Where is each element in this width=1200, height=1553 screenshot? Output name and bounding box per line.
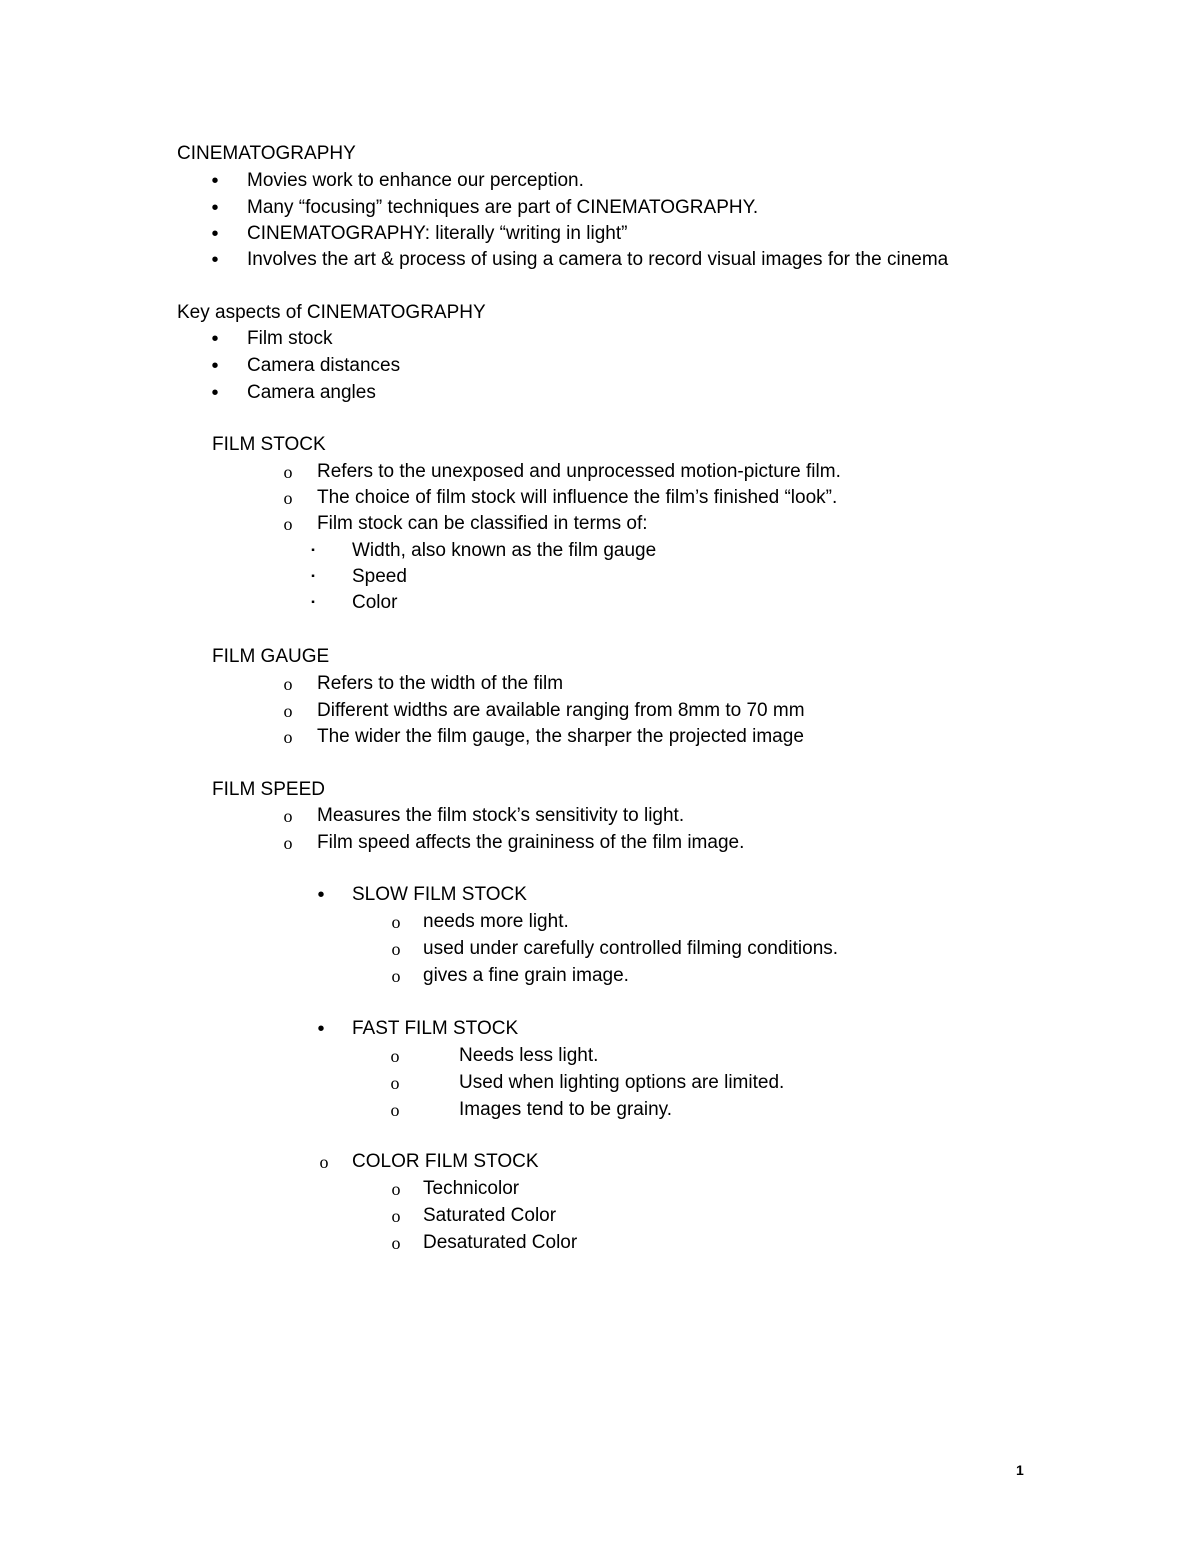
- subsection-heading-color-film-stock: COLOR FILM STOCK: [352, 1151, 539, 1172]
- list-item: Needs less light.: [459, 1045, 599, 1066]
- bullet-circle: o: [319, 1152, 329, 1172]
- list-item: The choice of film stock will influence the film’s finished “look”.: [317, 487, 838, 508]
- bullet-dot: •: [211, 223, 219, 245]
- bullet-circle: o: [283, 488, 293, 508]
- section-heading-film-gauge: FILM GAUGE: [212, 646, 330, 667]
- bullet-circle: o: [390, 1073, 400, 1093]
- list-subitem: Color: [352, 592, 398, 613]
- bullet-dot: •: [211, 382, 219, 404]
- list-item: Different widths are available ranging from 8mm to 70 mm: [317, 700, 805, 721]
- bullet-dot: •: [211, 170, 219, 192]
- list-item: Camera distances: [247, 355, 401, 376]
- section-heading-key-aspects: Key aspects of CINEMATOGRAPHY: [177, 302, 486, 323]
- bullet-circle: o: [391, 1206, 401, 1226]
- bullet-circle: o: [283, 833, 293, 853]
- bullet-dot: •: [211, 328, 219, 350]
- bullet-circle: o: [283, 514, 293, 534]
- list-item: Images tend to be grainy.: [459, 1099, 672, 1120]
- list-item: CINEMATOGRAPHY: literally “writing in light”: [247, 223, 628, 244]
- list-item: used under carefully controlled filming conditions.: [423, 938, 839, 959]
- bullet-dot: •: [211, 197, 219, 219]
- list-item: Refers to the width of the film: [317, 673, 564, 694]
- list-item: Many “focusing” techniques are part of CINEMATOGRAPHY.: [247, 197, 759, 218]
- list-item: Film stock can be classified in terms of:: [317, 513, 648, 534]
- list-subitem: Width, also known as the film gauge: [352, 540, 657, 561]
- bullet-circle: o: [283, 701, 293, 721]
- list-item: Film stock: [247, 328, 333, 349]
- list-item: Measures the film stock’s sensitivity to light.: [317, 805, 685, 826]
- page-number: 1: [1016, 1462, 1024, 1478]
- bullet-circle: o: [391, 939, 401, 959]
- list-item: Movies work to enhance our perception.: [247, 170, 584, 191]
- bullet-circle: o: [283, 727, 293, 747]
- list-item: Camera angles: [247, 382, 376, 403]
- section-heading-film-stock: FILM STOCK: [212, 434, 326, 455]
- section-heading-cinematography: CINEMATOGRAPHY: [177, 143, 356, 164]
- bullet-dot: •: [317, 1018, 325, 1040]
- bullet-circle: o: [283, 462, 293, 482]
- bullet-square: ▪: [311, 597, 315, 608]
- bullet-circle: o: [391, 1233, 401, 1253]
- bullet-circle: o: [390, 1046, 400, 1066]
- section-heading-film-speed: FILM SPEED: [212, 779, 325, 800]
- list-item: Used when lighting options are limited.: [459, 1072, 785, 1093]
- subsection-heading-slow-film-stock: SLOW FILM STOCK: [352, 884, 527, 905]
- list-item: Involves the art & process of using a camera to record visual images for the cinema: [247, 249, 949, 270]
- bullet-dot: •: [211, 249, 219, 271]
- bullet-dot: •: [211, 355, 219, 377]
- list-item: Film speed affects the graininess of the film image.: [317, 832, 745, 853]
- list-item: Desaturated Color: [423, 1232, 578, 1253]
- bullet-circle: o: [283, 806, 293, 826]
- bullet-circle: o: [391, 912, 401, 932]
- bullet-circle: o: [391, 1179, 401, 1199]
- list-item: needs more light.: [423, 911, 569, 932]
- list-item: Saturated Color: [423, 1205, 557, 1226]
- list-item: gives a fine grain image.: [423, 965, 629, 986]
- bullet-square: ▪: [311, 545, 315, 556]
- list-item: Technicolor: [423, 1178, 520, 1199]
- bullet-circle: o: [390, 1100, 400, 1120]
- bullet-circle: o: [283, 674, 293, 694]
- bullet-square: ▪: [311, 571, 315, 582]
- subsection-heading-fast-film-stock: FAST FILM STOCK: [352, 1018, 519, 1039]
- list-item: The wider the film gauge, the sharper the projected image: [317, 726, 804, 747]
- bullet-dot: •: [317, 884, 325, 906]
- list-subitem: Speed: [352, 566, 407, 587]
- list-item: Refers to the unexposed and unprocessed motion-picture film.: [317, 461, 841, 482]
- bullet-circle: o: [391, 966, 401, 986]
